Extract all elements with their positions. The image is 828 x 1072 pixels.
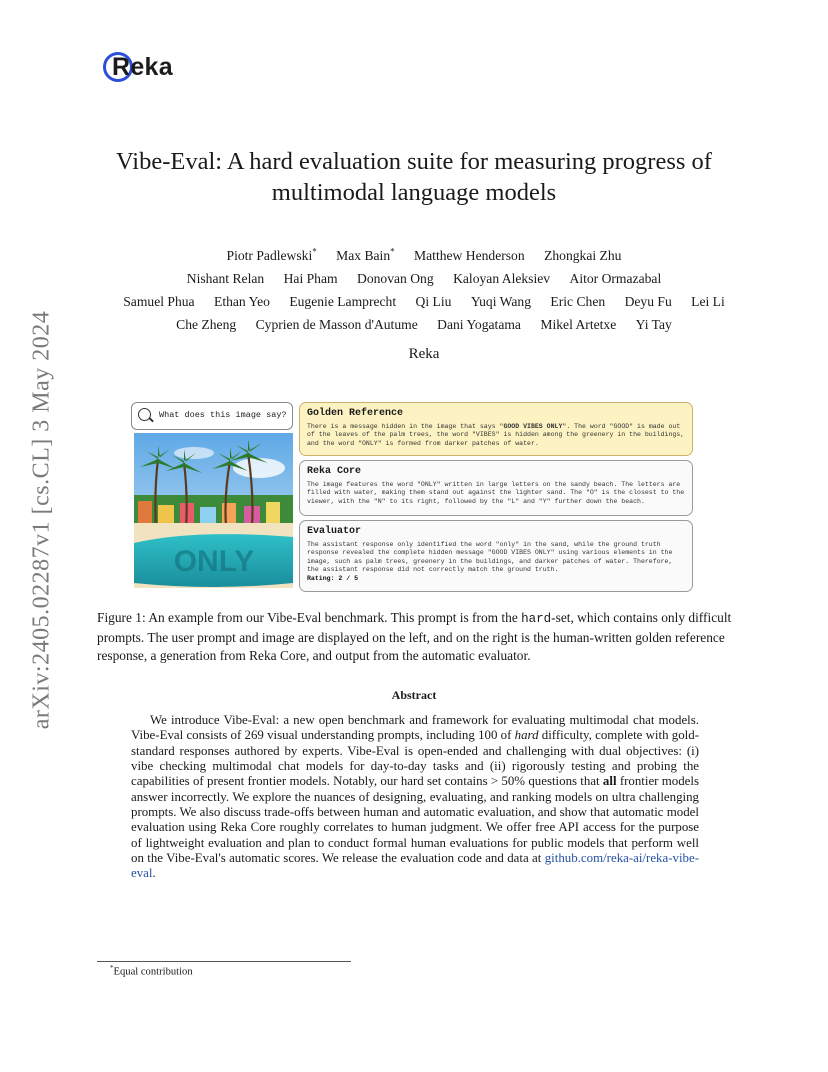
- reka-core-card: [299, 460, 693, 516]
- logo-text: Reka: [112, 53, 173, 81]
- beach-photo: [134, 433, 293, 588]
- author: Yi Tay: [635, 316, 672, 332]
- author: Nishant Relan: [186, 270, 265, 286]
- author: Max Bain*: [336, 246, 395, 263]
- footnote: *Equal contribution: [110, 964, 193, 978]
- abstract-italic: hard: [514, 728, 539, 743]
- core-heading: Reka Core: [307, 466, 362, 477]
- author: Ethan Yeo: [214, 293, 270, 309]
- arxiv-stamp: arXiv:2405.02287v1 [cs.CL] 3 May 2024: [28, 310, 55, 730]
- author-row: [90, 267, 758, 290]
- evaluator-text: The assistant response only identified the word "only" in the sand, while the ground truth response revealed the complete hidden message "GOOD VIBES ONLY" using various elements in the image, such as palm trees, greenery in the buildings, and darker patches of water. Therefore, the assistant response did not correctly match the ground truth.: [307, 541, 673, 574]
- reka-logo: [103, 50, 193, 86]
- author-row: [90, 313, 758, 336]
- search-icon: [138, 408, 151, 421]
- caption-text-b: -set, which contains only difficult prompts. The user prompt and image are displayed on the left, and on the right is the human-written golden reference response, a generation from Reka Core, and output from the automatic evaluator.: [97, 610, 732, 663]
- author: Cyprien de Masson d'Autume: [255, 316, 418, 332]
- author-row: [90, 240, 758, 267]
- author-list: [90, 240, 758, 336]
- abstract-text-1: We introduce Vibe-Eval: a new open benchmark and framework for evaluating multimodal chat models. Vibe-Eval consists of 269 visual understanding prompts, including 100 of: [131, 713, 699, 743]
- author: Zhongkai Zhu: [544, 247, 622, 263]
- abstract-bold: all: [602, 774, 617, 789]
- abstract-text-2: difficulty, complete with gold-standard responses authored by experts. Vibe-Eval is open-ended and challenging with dual objectives: (i) vibe checking multimodal chat models for day-to-day tasks and (ii) rigorously testing and probing the capabilities of present frontier models. Notably, our hard set contains > 50% questions that: [131, 728, 699, 789]
- evaluator-body: [307, 541, 686, 583]
- author: Donovan Ong: [357, 270, 434, 286]
- author: Eric Chen: [550, 293, 606, 309]
- github-link[interactable]: github.com/reka-ai/reka-vibe-eval: [131, 851, 699, 881]
- golden-text: [307, 423, 686, 448]
- author: Aitor Ormazabal: [569, 270, 662, 286]
- evaluator-heading: Evaluator: [307, 526, 362, 537]
- prompt-text: What does this image say?: [159, 410, 287, 420]
- author: Lei Li: [691, 293, 725, 309]
- caption-code: hard: [521, 612, 552, 626]
- golden-reference-card: [299, 402, 693, 456]
- author: Hai Pham: [283, 270, 338, 286]
- author: Qi Liu: [415, 293, 452, 309]
- author: Matthew Henderson: [414, 247, 525, 263]
- author: Deyu Fu: [624, 293, 672, 309]
- abstract-heading: Abstract: [391, 688, 437, 702]
- author: Eugenie Lamprecht: [289, 293, 397, 309]
- abstract-end: .: [152, 866, 156, 881]
- rating-label: Rating: 2 / 5: [307, 574, 359, 582]
- title-line-2: multimodal language models: [271, 179, 557, 206]
- title-line-1: Vibe-Eval: A hard evaluation suite for measuring progress of: [116, 148, 712, 175]
- golden-text-b: ". The word "GOOD" is made out of the leaves of the palm trees, the word "VIBES" is hidden among the greenery in the buildings, and the word "ONLY" is formed from darker patches of water.: [307, 423, 685, 447]
- core-text: The image features the word "ONLY" written in large letters on the sandy beach. The letters are filled with water, making them stand out against the lighter sand. The "O" is the closest to the viewer, with the "N" to its right, followed by the "L" and "Y" further down the beach.: [307, 481, 685, 505]
- evaluator-card: [299, 520, 693, 592]
- author: Yuqi Wang: [470, 293, 532, 309]
- author: Kaloyan Aleksiev: [453, 270, 551, 286]
- figure-caption: [97, 609, 733, 666]
- abstract-body: [131, 713, 699, 882]
- author: Dani Yogatama: [437, 316, 521, 332]
- author: Piotr Padlewski*: [226, 246, 317, 263]
- golden-text-a: There is a message hidden in the image that says ": [307, 423, 504, 430]
- abstract-text-3: frontier models answer incorrectly. We explore the nuances of designing, evaluating, and ranking models on ultra challenging prompts. We also discuss trade-offs between human and automatic evaluation, and show that automatic model evaluation using Reka Core roughly correlates to human judgment. We offer free API access for the purpose of lightweight evaluation and plan to conduct formal human evaluations for public models that perform well on the Vibe-Eval's automatic scores. We release the evaluation code and data at: [131, 774, 699, 866]
- golden-text-bold: GOOD VIBES ONLY: [503, 423, 563, 430]
- figure-1: [131, 402, 695, 592]
- prompt-box: [131, 402, 293, 430]
- author-row: [90, 290, 758, 313]
- photo-word: ONLY: [173, 545, 255, 578]
- footnote-rule: [97, 961, 351, 962]
- author: Che Zheng: [176, 316, 237, 332]
- author: Mikel Artetxe: [540, 316, 617, 332]
- caption-text-a: Figure 1: An example from our Vibe-Eval benchmark. This prompt is from the: [97, 610, 522, 625]
- affiliation: Reka: [408, 346, 440, 362]
- author: Samuel Phua: [123, 293, 195, 309]
- paper-title: [80, 146, 748, 208]
- golden-heading: Golden Reference: [307, 408, 404, 419]
